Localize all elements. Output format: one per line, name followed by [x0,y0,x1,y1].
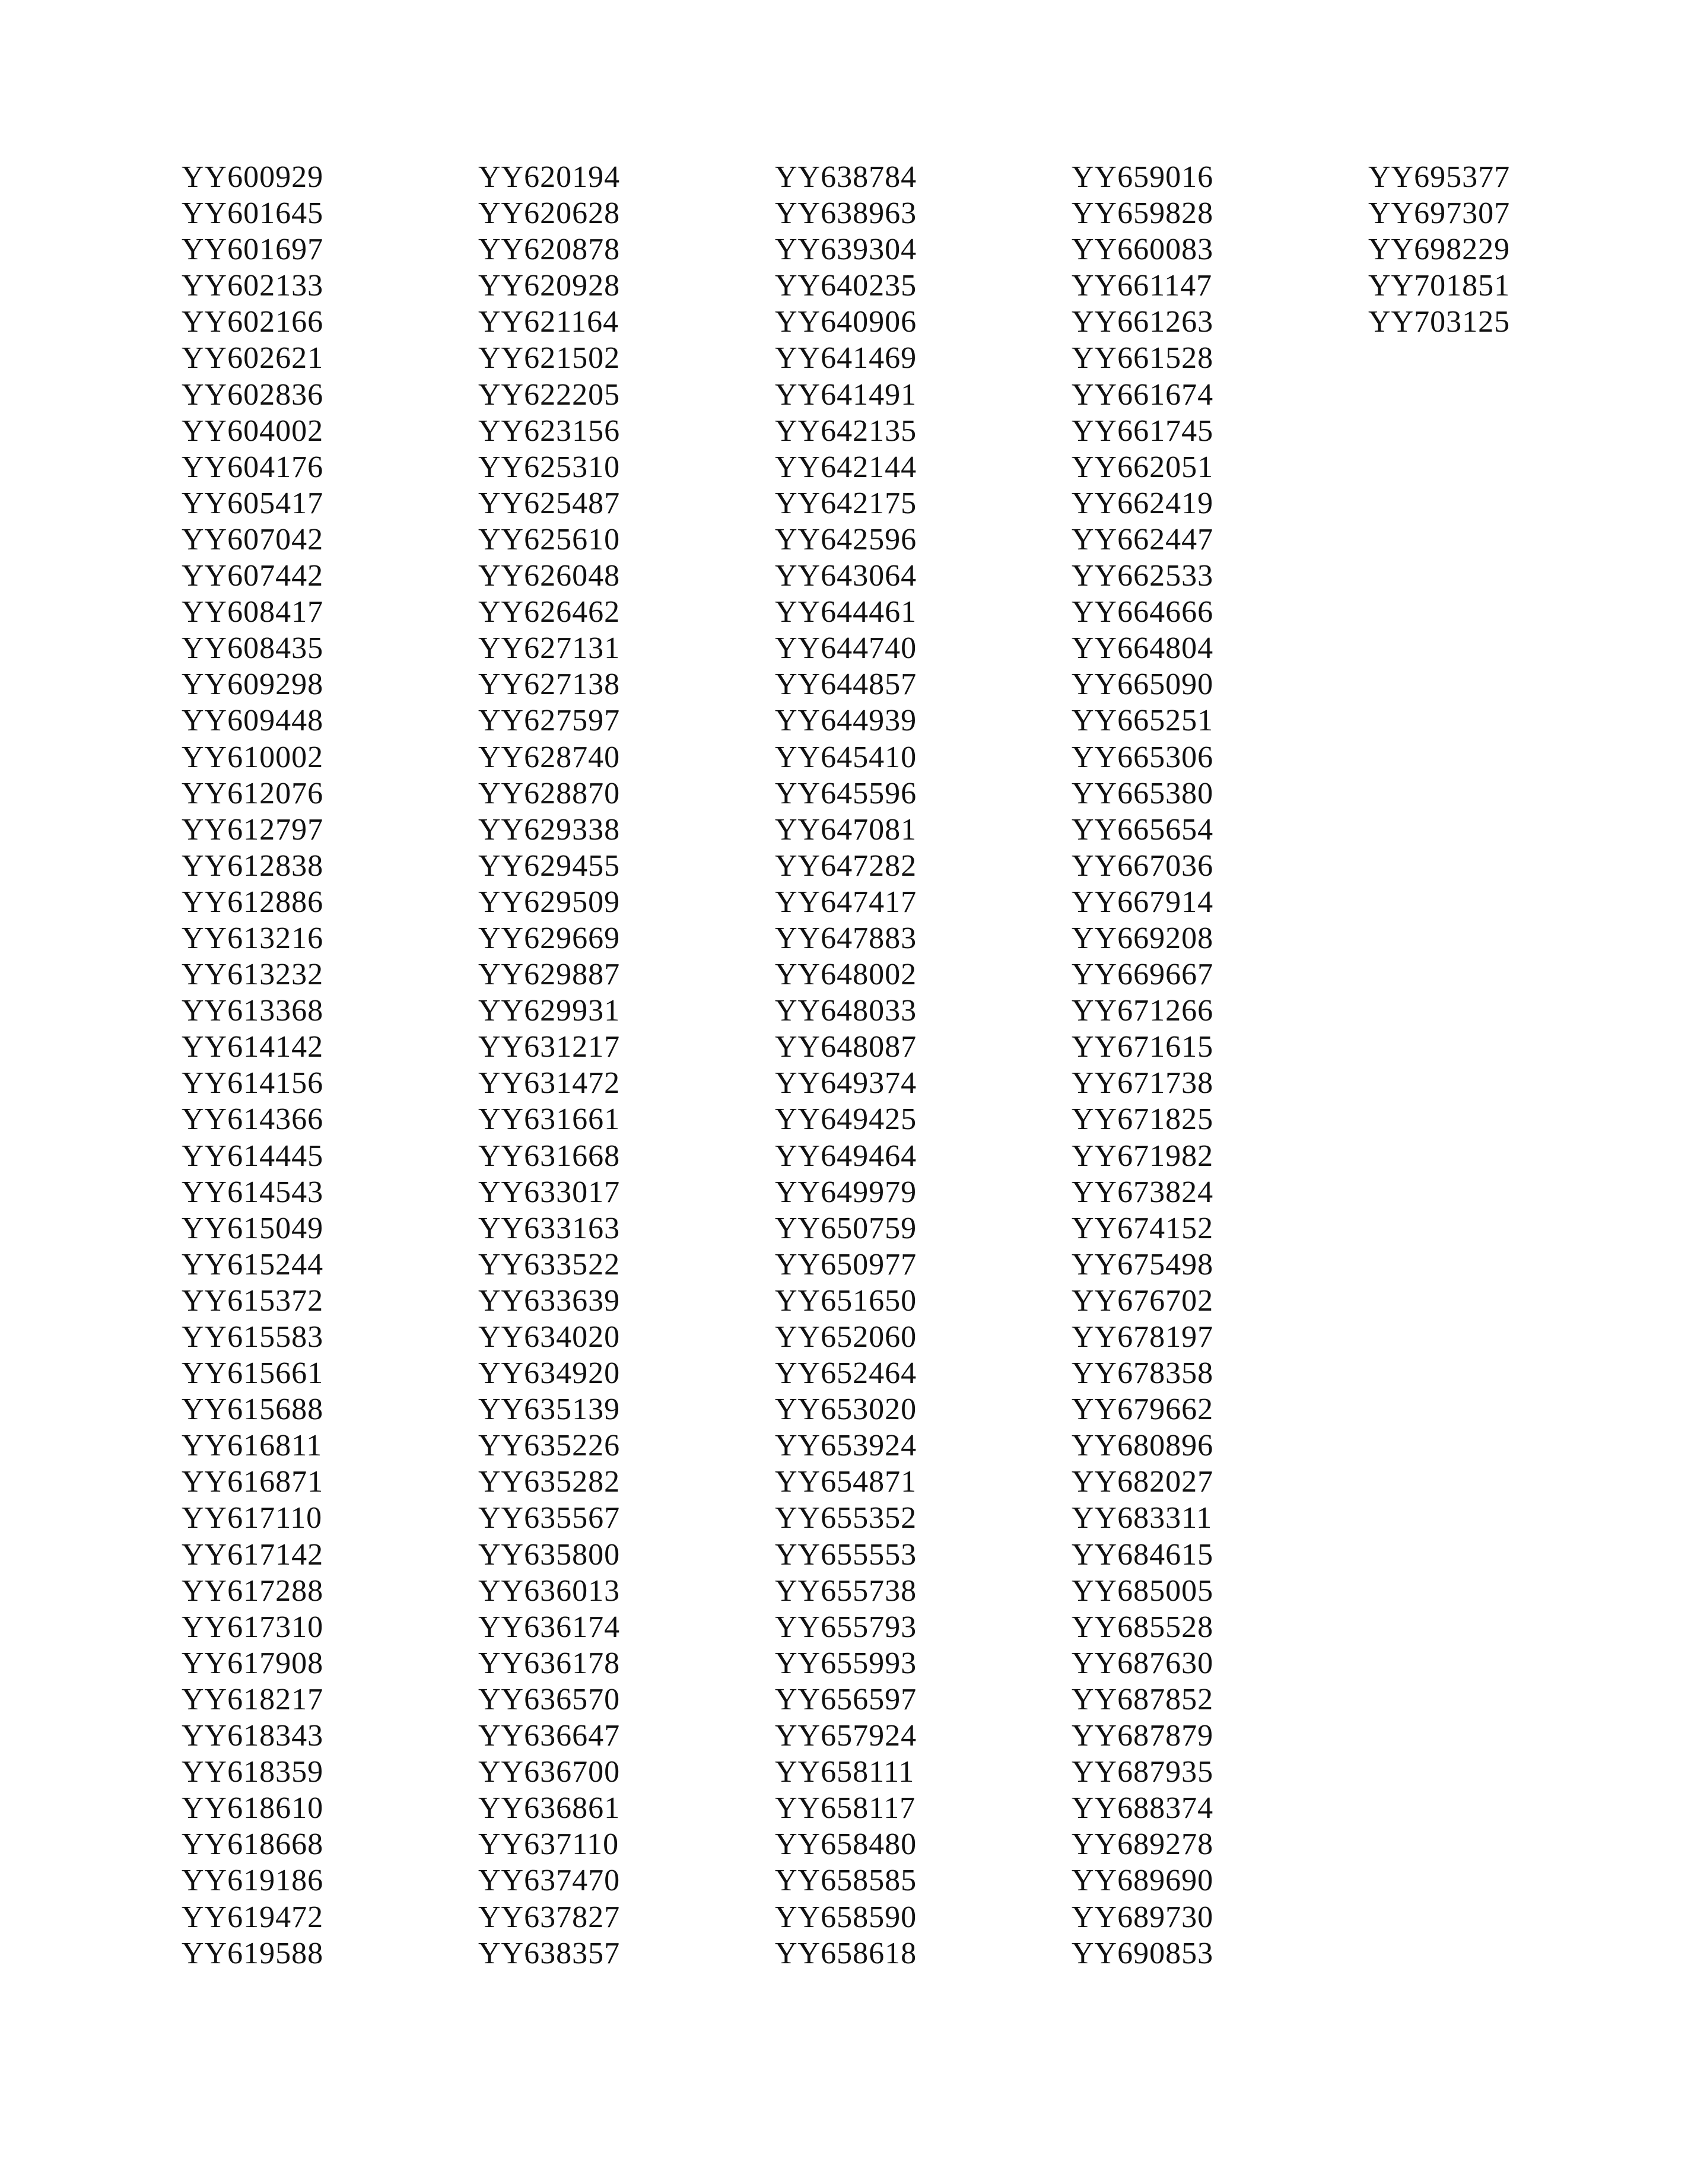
id-entry: YY644740 [775,631,917,666]
id-entry: YY626462 [478,595,621,630]
id-entry: YY612076 [182,776,324,810]
id-entry: YY649425 [775,1102,917,1137]
id-entry: YY679662 [1072,1393,1214,1427]
id-entry: YY671738 [1072,1066,1214,1101]
id-entry: YY617288 [182,1573,324,1608]
id-entry: YY618668 [182,1827,324,1862]
id-entry: YY651650 [775,1283,917,1318]
id-entry: YY642175 [775,486,917,520]
id-entry: YY619186 [182,1864,324,1898]
id-entry: YY628740 [478,740,621,774]
id-entry: YY665380 [1072,776,1214,810]
id-entry: YY661528 [1072,341,1214,376]
id-entry: YY629455 [478,848,621,883]
id-entry: YY650759 [775,1211,917,1245]
id-column-4 [1072,159,1213,1972]
id-entry: YY669208 [1072,921,1214,955]
id-entry: YY621164 [478,305,619,339]
id-entry: YY617142 [182,1537,324,1572]
id-entry: YY645596 [775,776,917,810]
id-entry: YY614445 [182,1139,324,1173]
id-entry: YY671615 [1072,1030,1214,1064]
id-entry: YY637827 [478,1900,621,1934]
id-entry: YY621502 [478,341,621,376]
id-entry: YY612886 [182,885,324,919]
id-entry: YY608417 [182,595,324,630]
id-entry: YY662419 [1072,486,1214,520]
id-entry: YY607042 [182,522,324,557]
id-entry: YY683311 [1072,1501,1213,1536]
id-entry: YY643064 [775,559,917,593]
id-entry: YY615049 [182,1211,324,1245]
id-entry: YY607442 [182,559,324,593]
id-entry: YY648087 [775,1030,917,1064]
id-entry: YY648002 [775,958,917,992]
id-column-3 [775,159,917,1972]
id-entry: YY657924 [775,1719,917,1753]
id-entry: YY678358 [1072,1356,1214,1391]
id-entry: YY649464 [775,1139,917,1173]
id-entry: YY652464 [775,1356,917,1391]
id-entry: YY655553 [775,1537,917,1572]
id-entry: YY613216 [182,921,324,955]
id-entry: YY633163 [478,1211,621,1245]
id-entry: YY644857 [775,667,917,702]
id-entry: YY654871 [775,1465,917,1499]
id-entry: YY636178 [478,1646,621,1680]
id-entry: YY662051 [1072,450,1214,484]
id-entry: YY640906 [775,305,917,339]
id-entry: YY658480 [775,1827,917,1862]
id-entry: YY642144 [775,450,917,484]
id-entry: YY629669 [478,921,621,955]
id-entry: YY647081 [775,812,917,847]
id-entry: YY618359 [182,1755,324,1789]
id-entry: YY673824 [1072,1175,1214,1209]
id-entry: YY652060 [775,1320,917,1354]
id-entry: YY631472 [478,1066,621,1101]
id-entry: YY641491 [775,377,917,412]
id-entry: YY628870 [478,776,621,810]
id-entry: YY635226 [478,1429,621,1463]
id-entry: YY636013 [478,1573,621,1608]
id-entry: YY647883 [775,921,917,955]
id-entry: YY648033 [775,994,917,1028]
id-entry: YY625310 [478,450,621,484]
id-entry: YY616871 [182,1465,324,1499]
id-entry: YY635139 [478,1393,621,1427]
id-entry: YY689278 [1072,1827,1214,1862]
id-entry: YY618217 [182,1682,324,1716]
id-entry: YY658618 [775,1936,917,1970]
id-entry: YY600929 [182,160,324,194]
id-entry: YY647417 [775,885,917,919]
id-column-5 [1368,159,1510,340]
id-entry: YY633522 [478,1247,621,1282]
id-entry: YY601645 [182,196,324,231]
id-entry: YY671825 [1072,1102,1214,1137]
id-entry: YY629931 [478,994,621,1028]
id-entry: YY644939 [775,704,917,738]
id-entry: YY639304 [775,233,917,267]
id-entry: YY676702 [1072,1283,1214,1318]
id-entry: YY618610 [182,1791,324,1826]
id-entry: YY602166 [182,305,324,339]
id-entry: YY661745 [1072,414,1214,448]
id-entry: YY617310 [182,1610,324,1644]
id-entry: YY617110 [182,1501,323,1536]
id-entry: YY620194 [478,160,621,194]
id-entry: YY608435 [182,631,324,666]
id-entry: YY660083 [1072,233,1214,267]
id-entry: YY620878 [478,233,621,267]
id-entry: YY602621 [182,341,324,376]
id-entry: YY613368 [182,994,324,1028]
id-entry: YY667036 [1072,848,1214,883]
id-entry: YY687879 [1072,1719,1214,1753]
id-entry: YY634020 [478,1320,621,1354]
id-entry: YY625610 [478,522,621,557]
id-entry: YY609448 [182,704,324,738]
id-entry: YY605417 [182,486,324,520]
id-entry: YY601697 [182,233,324,267]
id-entry: YY620628 [478,196,621,231]
id-entry: YY619588 [182,1936,324,1970]
id-entry: YY695377 [1368,160,1511,194]
id-entry: YY664666 [1072,595,1214,630]
id-entry: YY698229 [1368,233,1511,267]
id-entry: YY613232 [182,958,324,992]
id-entry: YY644461 [775,595,917,630]
id-entry: YY656597 [775,1682,917,1716]
id-entry: YY664804 [1072,631,1214,666]
id-entry: YY658585 [775,1864,917,1898]
id-entry: YY636861 [478,1791,621,1826]
id-entry: YY655352 [775,1501,917,1536]
id-entry: YY637470 [478,1864,621,1898]
id-entry: YY665654 [1072,812,1214,847]
id-entry: YY625487 [478,486,621,520]
id-entry: YY631661 [478,1102,621,1137]
id-entry: YY619472 [182,1900,324,1934]
id-entry: YY636700 [478,1755,621,1789]
id-entry: YY661147 [1072,269,1213,303]
id-entry: YY633017 [478,1175,621,1209]
id-entry: YY623156 [478,414,621,448]
id-entry: YY635800 [478,1537,621,1572]
id-entry: YY614142 [182,1030,324,1064]
id-entry: YY661263 [1072,305,1214,339]
id-entry: YY604002 [182,414,324,448]
id-entry: YY665251 [1072,704,1214,738]
id-entry: YY612797 [182,812,324,847]
id-entry: YY658590 [775,1900,917,1934]
id-entry: YY612838 [182,848,324,883]
id-entry: YY642596 [775,522,917,557]
id-entry: YY669667 [1072,958,1214,992]
id-entry: YY615583 [182,1320,324,1354]
id-entry: YY703125 [1368,305,1511,339]
id-entry: YY701851 [1368,269,1511,303]
id-entry: YY627131 [478,631,621,666]
id-entry: YY604176 [182,450,324,484]
id-entry: YY662447 [1072,522,1214,557]
id-entry: YY635567 [478,1501,621,1536]
id-entry: YY667914 [1072,885,1214,919]
id-entry: YY655738 [775,1573,917,1608]
id-entry: YY659828 [1072,196,1214,231]
id-entry: YY655793 [775,1610,917,1644]
id-column-1 [182,159,323,1972]
id-entry: YY671266 [1072,994,1214,1028]
id-entry: YY627597 [478,704,621,738]
id-entry: YY678197 [1072,1320,1214,1354]
id-entry: YY629509 [478,885,621,919]
id-entry: YY610002 [182,740,324,774]
id-entry: YY671982 [1072,1139,1214,1173]
id-entry: YY615244 [182,1247,324,1282]
id-entry: YY629338 [478,812,621,847]
id-entry: YY602836 [182,377,324,412]
id-column-2 [478,159,620,1972]
id-entry: YY629887 [478,958,621,992]
id-entry: YY626048 [478,559,621,593]
id-entry: YY614156 [182,1066,324,1101]
id-entry: YY634920 [478,1356,621,1391]
id-entry: YY633639 [478,1283,621,1318]
id-entry: YY662533 [1072,559,1214,593]
id-entry: YY618343 [182,1719,324,1753]
id-entry: YY636647 [478,1719,621,1753]
id-entry: YY688374 [1072,1791,1214,1826]
id-entry: YY675498 [1072,1247,1214,1282]
id-entry: YY684615 [1072,1537,1214,1572]
id-entry: YY653924 [775,1429,917,1463]
id-entry: YY697307 [1368,196,1511,231]
id-entry: YY638357 [478,1936,621,1970]
id-entry: YY658117 [775,1791,916,1826]
id-entry: YY631217 [478,1030,621,1064]
id-entry: YY687852 [1072,1682,1214,1716]
id-entry: YY661674 [1072,377,1214,412]
id-entry: YY636174 [478,1610,621,1644]
id-entry: YY655993 [775,1646,917,1680]
id-entry: YY615661 [182,1356,324,1391]
id-entry: YY631668 [478,1139,621,1173]
id-entry: YY689730 [1072,1900,1214,1934]
id-entry: YY627138 [478,667,621,702]
id-entry: YY637110 [478,1827,619,1862]
id-entry: YY616811 [182,1429,323,1463]
id-entry: YY635282 [478,1465,621,1499]
id-entry: YY659016 [1072,160,1214,194]
id-entry: YY615688 [182,1393,324,1427]
id-entry: YY647282 [775,848,917,883]
id-entry: YY640235 [775,269,917,303]
id-entry: YY687935 [1072,1755,1214,1789]
id-entry: YY685005 [1072,1573,1214,1608]
id-entry: YY638784 [775,160,917,194]
id-entry: YY636570 [478,1682,621,1716]
id-entry: YY690853 [1072,1936,1214,1970]
id-entry: YY642135 [775,414,917,448]
id-entry: YY622205 [478,377,621,412]
id-entry: YY689690 [1072,1864,1214,1898]
id-entry: YY638963 [775,196,917,231]
id-entry: YY685528 [1072,1610,1214,1644]
id-entry: YY614543 [182,1175,324,1209]
id-entry: YY609298 [182,667,324,702]
id-entry: YY687630 [1072,1646,1214,1680]
id-entry: YY665090 [1072,667,1214,702]
id-entry: YY620928 [478,269,621,303]
id-entry: YY649374 [775,1066,917,1101]
id-entry: YY645410 [775,740,917,774]
id-entry: YY615372 [182,1283,324,1318]
id-entry: YY682027 [1072,1465,1214,1499]
id-entry: YY653020 [775,1393,917,1427]
id-entry: YY649979 [775,1175,917,1209]
id-entry: YY617908 [182,1646,324,1680]
id-entry: YY641469 [775,341,917,376]
id-entry: YY614366 [182,1102,324,1137]
id-entry: YY650977 [775,1247,917,1282]
id-entry: YY674152 [1072,1211,1214,1245]
id-entry: YY665306 [1072,740,1214,774]
id-entry: YY680896 [1072,1429,1214,1463]
id-entry: YY602133 [182,269,324,303]
id-entry: YY658111 [775,1755,915,1789]
